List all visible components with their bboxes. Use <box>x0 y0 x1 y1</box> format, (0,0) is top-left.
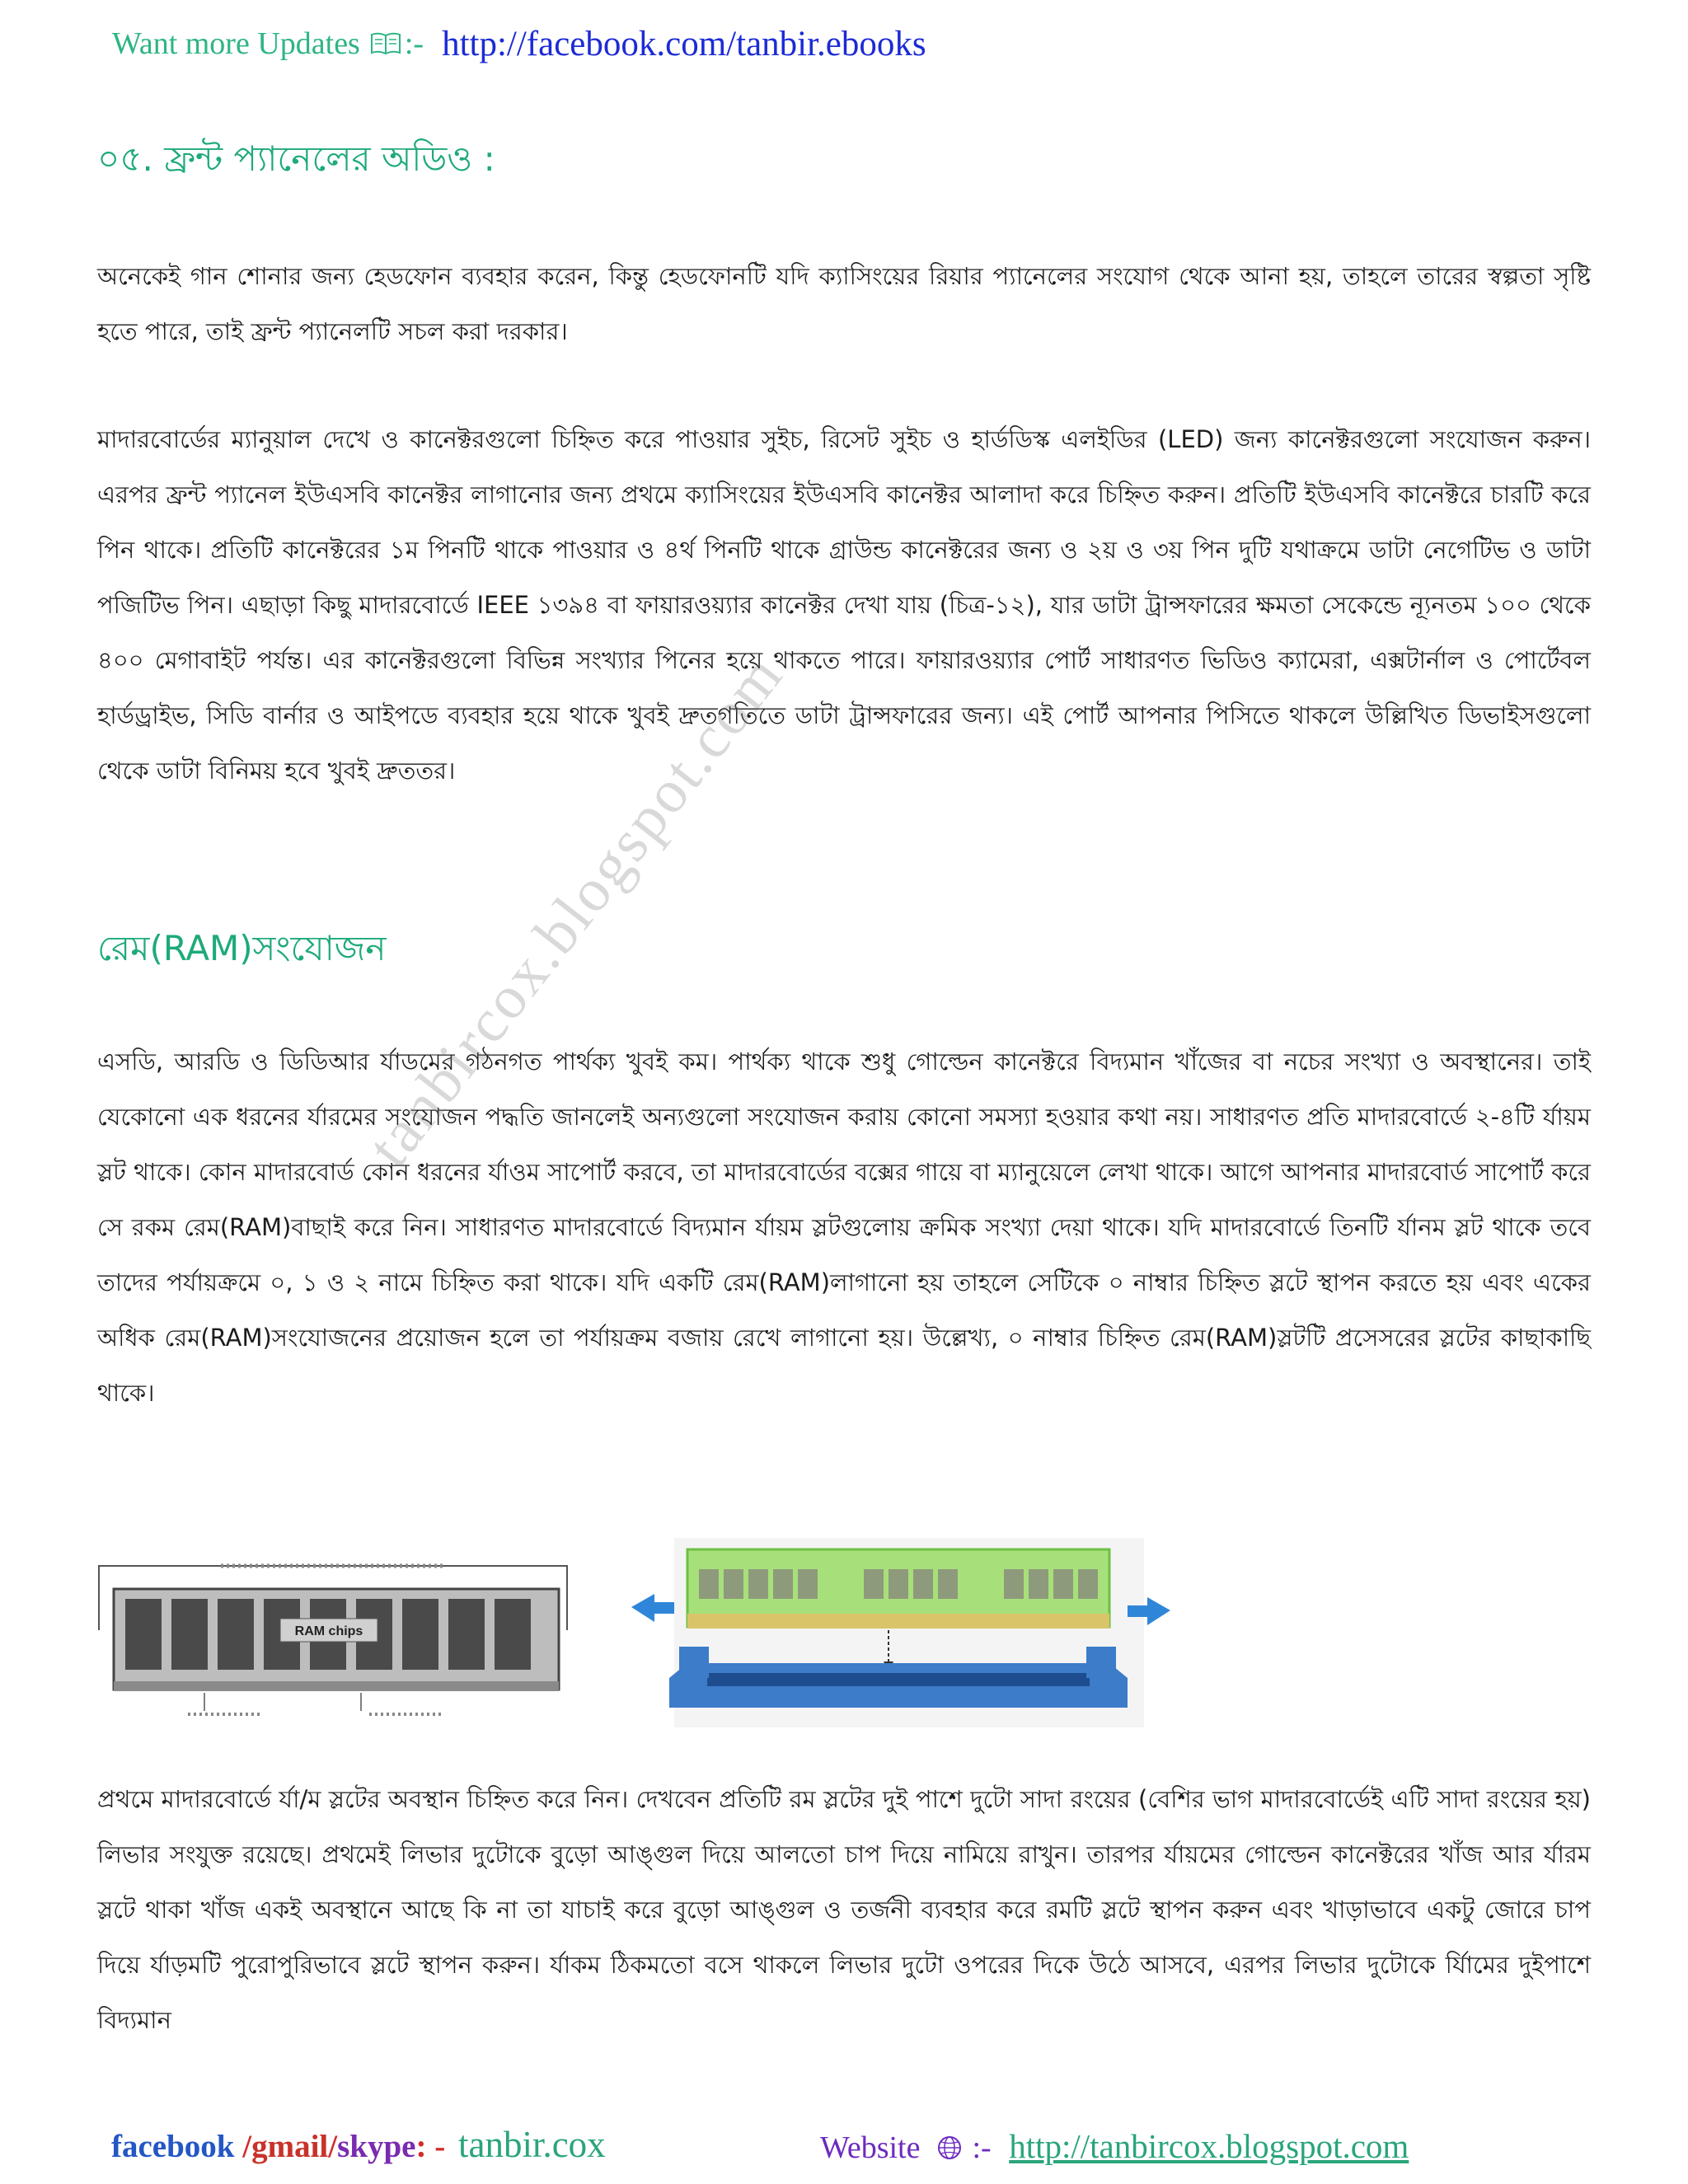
ram-chips-label: RAM chips <box>294 1624 363 1638</box>
watermark-text: tanbircox.blogspot.com <box>354 640 797 1180</box>
footer-gmail-label: gmail <box>251 2129 329 2164</box>
footer-website-label: Website <box>820 2130 921 2165</box>
ram-figure <box>97 1531 1202 1729</box>
top-banner <box>112 18 926 69</box>
ram-module-diagram <box>99 1566 567 1714</box>
ram-slot-insertion-illustration <box>631 1538 1170 1727</box>
footer-facebook-label: facebook <box>111 2129 235 2164</box>
footer-slash: / <box>328 2129 338 2164</box>
book-icon <box>370 31 401 56</box>
footer <box>0 2118 1688 2177</box>
website-link[interactable]: http://tanbircox.blogspot.com <box>1009 2127 1409 2165</box>
paragraph-front-panel-2: মাদারবোর্ডের ম্যানুয়াল দেখে ও কানেক্টরগুলো চিহ্নিত করে পাওয়ার সুইচ, রিসেট সুইচ ও হার্ডডিস্ক এলইডির (LED) জন্য কানেক্টরগুলো সংযোজন করুন। এরপর ফ্রন্ট প্যানেল ইউএসবি কানেক্টর লাগানোর জন্য প্রথমে ক্যাসিংয়ের ইউএসবি কানেক্টর আলাদা করে চিহ্নিত করুন। প্রতিটি ইউএসবি কানেক্টরে চারটি করে পিন থাকে। প্রতিটি কানেক্টরের ১ম পিনটি থাকে পাওয়ার ও ৪র্থ পিনটি থাকে গ্রাউন্ড কানেক্টরের জন্য ও ২য় ও ৩য় পিন দুটি যথাক্রমে ডাটা নেগেটিভ ও ডাটা পজিটিভ পিন। এছাড়া কিছু মাদারবোর্ডে IEEE ১৩৯৪ বা ফায়ারওয়্যার কানেক্টর দেখা যায় (চিত্র-১২), যার ডাটা ট্রান্সফারের ক্ষমতা সেকেন্ডে ন্যূনতম ১০০ থেকে ৪০০ মেগাবাইট পর্যন্ত। এর কানেক্টরগুলো বিভিন্ন সংখ্যার পিনের হয়ে থাকতে পারে। ফায়ারওয়্যার পোর্ট সাধারণত ভিডিও ক্যামেরা, এক্সটার্নাল ও পোর্টেবল হার্ডড্রাইভ, সিডি বার্নার ও আইপডে ব্যবহার হয়ে থাকে খুবই দ্রুতগতিতে ডাটা ট্রান্সফারের জন্য। এই পোর্ট আপনার পিসিতে থাকলে উল্লিখিত ডিভাইসগুলো থেকে ডাটা বিনিময় হবে খুবই দ্রুততর। <box>97 425 1591 785</box>
globe-icon <box>936 2135 963 2161</box>
footer-colon: : - <box>415 2129 446 2164</box>
facebook-link[interactable]: http://facebook.com/tanbir.ebooks <box>442 24 926 63</box>
footer-slash: / <box>242 2129 252 2164</box>
updates-label: Want more Updates <box>112 26 360 61</box>
footer-website <box>820 2126 1409 2166</box>
footer-contacts <box>111 2123 606 2166</box>
footer-username[interactable]: tanbir.cox <box>457 2124 606 2165</box>
footer-website-separator: :- <box>972 2130 992 2165</box>
footer-skype-label: skype <box>337 2129 416 2164</box>
paragraph-ram-1: এসডি, আরডি ও ডিডিআর র্যাডমের গঠনগত পার্থক্য খুবই কম। পার্থক্য থাকে শুধু গোল্ডেন কানেক্টরে বিদ্যমান খাঁজের বা নচের সংখ্যা ও অবস্থানের। তাই যেকোনো এক ধরনের র্যারমের সংযোজন পদ্ধতি জানলেই অন্যগুলো সংযোজন করায় কোনো সমস্যা হওয়ার কথা নয়। সাধারণত প্রতি মাদারবোর্ডে ২-৪টি র্যায়ম স্লট থাকে। কোন মাদারবোর্ড কোন ধরনের র্যাওম সাপোর্ট করবে, তা মাদারবোর্ডের বক্সের গায়ে বা ম্যানুয়েলে লেখা থাকে। আগে আপনার মাদারবোর্ড সাপোর্ট করে সে রকম রেম(RAM)বাছাই করে নিন। সাধারণত মাদারবোর্ডে বিদ্যমান র্যায়ম স্লটগুলোয় ক্রমিক সংখ্যা দেয়া থাকে। যদি মাদারবোর্ডে তিনটি র্যানম স্লট থাকে তবে তাদের পর্যায়ক্রমে ০, ১ ও ২ নামে চিহ্নিত করা থাকে। যদি একটি রেম(RAM)লাগানো হয় তাহলে সেটিকে ০ নাম্বার চিহ্নিত স্লটে স্থাপন করতে হয় এবং একের অধিক রেম(RAM)সংযোজনের প্রয়োজন হলে তা পর্যায়ক্রম বজায় রেখে লাগানো হয়। উল্লেখ্য, ০ নাম্বার চিহ্নিত রেম(RAM)স্লটটি প্রসেসরের স্লটের কাছাকাছি থাকে। <box>97 1047 1591 1407</box>
paragraph-ram-2: প্রথমে মাদারবোর্ডে র্যা/ম স্লটের অবস্থান চিহ্নিত করে নিন। দেখবেন প্রতিটি রম স্লটের দুই পাশে দুটো সাদা রংয়ের (বেশির ভাগ মাদারবোর্ডেই এটি সাদা রংয়ের হয়) লিভার সংযুক্ত রয়েছে। প্রথমেই লিভার দুটোকে বুড়ো আঙ্গুল দিয়ে আলতো চাপ দিয়ে নামিয়ে রাখুন। তারপর র্যায়মের গোল্ডেন কানেক্টরের খাঁজ আর র্যারম স্লটে থাকা খাঁজ একই অবস্থানে আছে কি না তা যাচাই করে বুড়ো আঙ্গুল ও তর্জনী ব্যবহার করে রমটি স্লটে স্থাপন করুন এবং খাড়াভাবে একটু জোরে চাপ দিয়ে র্যাড়মটি পুরোপুরিভাবে স্লটে স্থাপন করুন। র্যাকম ঠিকমতো বসে থাকলে লিভার দুটো ওপরের দিকে উঠে আসবে, এরপর লিভার দুটোকে র্যািমের দুইপাশে বিদ্যমান <box>97 1785 1591 2034</box>
updates-separator: :- <box>404 26 424 61</box>
section-heading-front-panel: ০৫. ফ্রন্ট প্যানেলের অডিও : <box>97 138 495 179</box>
paragraph-front-panel-1: অনেকেই গান শোনার জন্য হেডফোন ব্যবহার করেন, কিন্তু হেডফোনটি যদি ক্যাসিংয়ের রিয়ার প্যানেলের সংযোগ থেকে আনা হয়, তাহলে তারের স্বল্পতা সৃষ্টি হতে পারে, তাই ফ্রন্ট প্যানেলটি সচল করা দরকার। <box>97 262 1591 345</box>
section-heading-ram: রেম(RAM)সংযোজন <box>97 928 387 968</box>
